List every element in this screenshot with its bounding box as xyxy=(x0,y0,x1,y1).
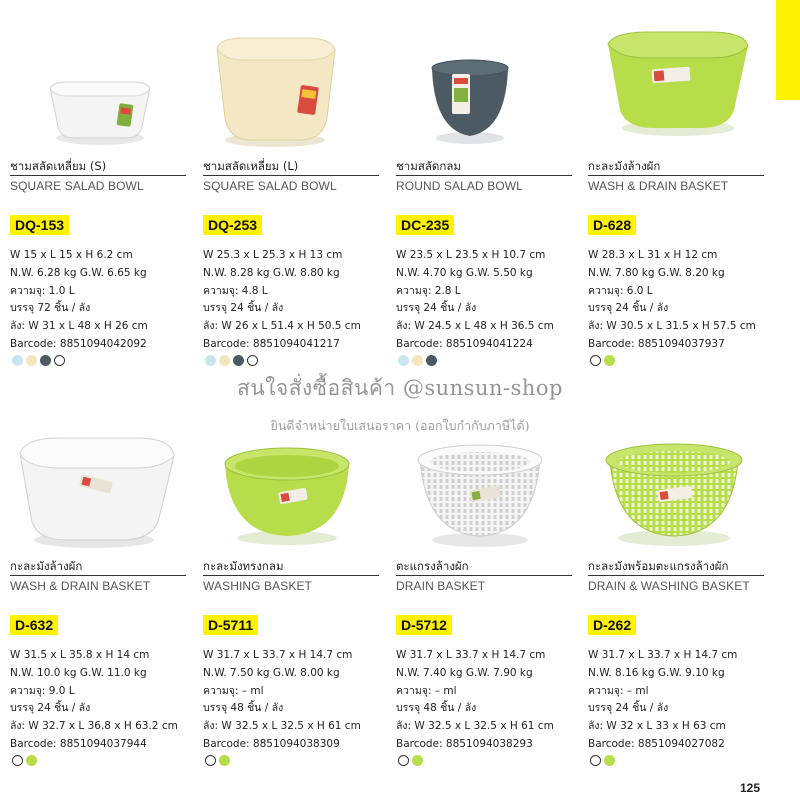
product-name-en: SQUARE SALAD BOWL xyxy=(10,179,144,193)
round-salad-bowl-teal-icon xyxy=(396,30,572,156)
spec-barcode: Barcode: 8851094041224 xyxy=(396,337,533,350)
spec-barcode: Barcode: 8851094038309 xyxy=(203,737,340,750)
color-swatch-white xyxy=(247,355,258,366)
product-image xyxy=(588,30,764,156)
spec-weight: N.W. 7.80 kg G.W. 8.20 kg xyxy=(588,266,725,279)
color-swatch-white xyxy=(398,755,409,766)
spec-barcode: Barcode: 8851094038293 xyxy=(396,737,533,750)
product-code-badge: DQ-253 xyxy=(203,215,262,235)
product-code-badge: DC-235 xyxy=(396,215,454,235)
product-name-th: ชามสลัดเหลี่ยม (S) xyxy=(10,159,107,173)
spec-pack: บรรจุ 24 ชิ้น / ลัง xyxy=(588,702,669,715)
divider xyxy=(203,575,379,576)
spec-weight: N.W. 7.40 kg G.W. 7.90 kg xyxy=(396,666,533,679)
product-name-en: WASH & DRAIN BASKET xyxy=(10,579,151,593)
product-image xyxy=(203,30,379,156)
product-name-th: ตะแกรงล้างผัก xyxy=(396,559,469,573)
product-specs xyxy=(10,247,186,354)
spec-pack: บรรจุ 24 ชิ้น / ลัง xyxy=(203,302,284,315)
color-swatch-white xyxy=(12,755,23,766)
color-swatches xyxy=(398,755,423,766)
product-specs xyxy=(588,647,764,754)
product-name-en: DRAIN BASKET xyxy=(396,579,486,593)
color-swatch-lime xyxy=(412,755,423,766)
spec-dimensions: W 28.3 x L 31 x H 12 cm xyxy=(588,249,718,261)
spec-dimensions: W 25.3 x L 25.3 x H 13 cm xyxy=(203,249,343,261)
spec-weight: N.W. 4.70 kg G.W. 5.50 kg xyxy=(396,266,533,279)
watermark-quotation-text: ยินดีจำหน่ายใบเสนอราคา (ออกใบกำกับภาษีได้) xyxy=(270,418,530,433)
product-code-badge: D-5712 xyxy=(396,615,452,635)
spec-carton: ลัง: W 32.7 x L 36.8 x H 63.2 cm xyxy=(10,720,178,733)
product-name-th: ชามสลัดกลม xyxy=(396,159,461,173)
product-image xyxy=(10,430,186,556)
color-swatch-light-blue xyxy=(12,355,23,366)
spec-capacity: ความจุ: 4.8 L xyxy=(203,284,268,297)
wash-basin-lime-icon xyxy=(588,30,764,156)
color-swatch-lime xyxy=(219,755,230,766)
color-swatch-lime xyxy=(604,755,615,766)
color-swatches xyxy=(12,755,37,766)
spec-barcode: Barcode: 8851094042092 xyxy=(10,337,147,350)
product-image xyxy=(396,30,572,156)
product-specs xyxy=(396,247,572,354)
color-swatch-white xyxy=(205,755,216,766)
spec-capacity: ความจุ: 6.0 L xyxy=(588,284,653,297)
product-image xyxy=(396,430,572,556)
product-image xyxy=(588,430,764,556)
spec-pack: บรรจุ 48 ชิ้น / ลัง xyxy=(203,702,284,715)
color-swatches xyxy=(205,755,230,766)
product-code-badge: DQ-153 xyxy=(10,215,69,235)
color-swatch-dark-teal xyxy=(40,355,51,366)
product-name-th: ชามสลัดเหลี่ยม (L) xyxy=(203,159,299,173)
spec-barcode: Barcode: 8851094037937 xyxy=(588,337,725,350)
color-swatches xyxy=(590,355,615,366)
spec-barcode: Barcode: 8851094027082 xyxy=(588,737,725,750)
product-name-en: ROUND SALAD BOWL xyxy=(396,179,523,193)
product-specs xyxy=(203,247,379,354)
spec-weight: N.W. 10.0 kg G.W. 11.0 kg xyxy=(10,666,147,679)
color-swatches xyxy=(398,355,437,366)
spec-weight: N.W. 8.16 kg G.W. 9.10 kg xyxy=(588,666,725,679)
spec-dimensions: W 31.7 x L 33.7 x H 14.7 cm xyxy=(203,649,353,661)
color-swatch-cream xyxy=(412,355,423,366)
wash-basin-white-icon xyxy=(10,430,186,556)
spec-capacity: ความจุ: 1.0 L xyxy=(10,284,75,297)
spec-weight: N.W. 6.28 kg G.W. 6.65 kg xyxy=(10,266,147,279)
spec-capacity: ความจุ: – ml xyxy=(203,684,264,697)
spec-carton: ลัง: W 31 x L 48 x H 26 cm xyxy=(10,320,148,333)
color-swatch-dark-teal xyxy=(426,355,437,366)
product-name-en: WASHING BASKET xyxy=(203,579,312,593)
spec-carton: ลัง: W 32.5 x L 32.5 x H 61 cm xyxy=(396,720,554,733)
divider xyxy=(203,175,379,176)
spec-capacity: ความจุ: – ml xyxy=(588,684,649,697)
drain-colander-lime-icon xyxy=(588,430,764,556)
spec-weight: N.W. 8.28 kg G.W. 8.80 kg xyxy=(203,266,340,279)
color-swatches xyxy=(12,355,65,366)
product-image xyxy=(203,430,379,556)
divider xyxy=(10,575,186,576)
spec-carton: ลัง: W 26 x L 51.4 x H 50.5 cm xyxy=(203,320,361,333)
product-name-en: DRAIN & WASHING BASKET xyxy=(588,579,750,593)
spec-pack: บรรจุ 24 ชิ้น / ลัง xyxy=(588,302,669,315)
spec-dimensions: W 23.5 x L 23.5 x H 10.7 cm xyxy=(396,249,546,261)
product-name-th: กะละมังทรงกลม xyxy=(203,559,284,573)
spec-capacity: ความจุ: 2.8 L xyxy=(396,284,461,297)
product-image xyxy=(10,30,186,156)
spec-carton: ลัง: W 24.5 x L 48 x H 36.5 cm xyxy=(396,320,554,333)
color-swatch-light-blue xyxy=(205,355,216,366)
spec-dimensions: W 31.7 x L 33.7 x H 14.7 cm xyxy=(396,649,546,661)
spec-barcode: Barcode: 8851094041217 xyxy=(203,337,340,350)
spec-weight: N.W. 7.50 kg G.W. 8.00 kg xyxy=(203,666,340,679)
divider xyxy=(396,175,572,176)
spec-dimensions: W 31.7 x L 33.7 x H 14.7 cm xyxy=(588,649,738,661)
page-tab-marker xyxy=(776,0,800,100)
color-swatch-white xyxy=(590,355,601,366)
product-name-th: กะละมังพร้อมตะแกรงล้างผัก xyxy=(588,559,729,573)
product-specs xyxy=(10,647,186,754)
product-code-badge: D-262 xyxy=(588,615,636,635)
spec-pack: บรรจุ 48 ชิ้น / ลัง xyxy=(396,702,477,715)
product-name-en: WASH & DRAIN BASKET xyxy=(588,179,729,193)
spec-pack: บรรจุ 72 ชิ้น / ลัง xyxy=(10,302,91,315)
divider xyxy=(588,175,764,176)
square-salad-bowl-cream-icon xyxy=(203,30,379,156)
color-swatches xyxy=(205,355,258,366)
color-swatch-cream xyxy=(26,355,37,366)
spec-pack: บรรจุ 24 ชิ้น / ลัง xyxy=(10,702,91,715)
color-swatch-lime xyxy=(604,355,615,366)
color-swatch-white xyxy=(54,355,65,366)
divider xyxy=(10,175,186,176)
spec-dimensions: W 31.5 x L 35.8 x H 14 cm xyxy=(10,649,150,661)
color-swatch-lime xyxy=(26,755,37,766)
spec-pack: บรรจุ 24 ชิ้น / ลัง xyxy=(396,302,477,315)
spec-carton: ลัง: W 30.5 x L 31.5 x H 57.5 cm xyxy=(588,320,756,333)
product-name-th: กะละมังล้างผัก xyxy=(10,559,83,573)
divider xyxy=(588,575,764,576)
color-swatch-light-blue xyxy=(398,355,409,366)
watermark-shop-text: สนใจสั่งซื้อสินค้า @sunsun-shop xyxy=(237,376,563,400)
spec-capacity: ความจุ: 9.0 L xyxy=(10,684,75,697)
spec-barcode: Barcode: 8851094037944 xyxy=(10,737,147,750)
round-basin-lime-icon xyxy=(203,430,379,556)
divider xyxy=(396,575,572,576)
product-name-th: กะละมังล้างผัก xyxy=(588,159,661,173)
product-code-badge: D-5711 xyxy=(203,615,258,635)
color-swatches xyxy=(590,755,615,766)
color-swatch-dark-teal xyxy=(233,355,244,366)
product-specs xyxy=(203,647,379,754)
page-number: 125 xyxy=(740,781,761,795)
drain-colander-white-icon xyxy=(396,430,572,556)
color-swatch-white xyxy=(590,755,601,766)
product-code-badge: D-632 xyxy=(10,615,58,635)
product-specs xyxy=(588,247,764,354)
product-specs xyxy=(396,647,572,754)
spec-carton: ลัง: W 32 x L 33 x H 63 cm xyxy=(588,720,726,733)
product-code-badge: D-628 xyxy=(588,215,636,235)
product-name-en: SQUARE SALAD BOWL xyxy=(203,179,337,193)
color-swatch-cream xyxy=(219,355,230,366)
spec-carton: ลัง: W 32.5 x L 32.5 x H 61 cm xyxy=(203,720,361,733)
square-salad-bowl-white-icon xyxy=(10,30,186,156)
spec-dimensions: W 15 x L 15 x H 6.2 cm xyxy=(10,249,133,261)
spec-capacity: ความจุ: – ml xyxy=(396,684,457,697)
